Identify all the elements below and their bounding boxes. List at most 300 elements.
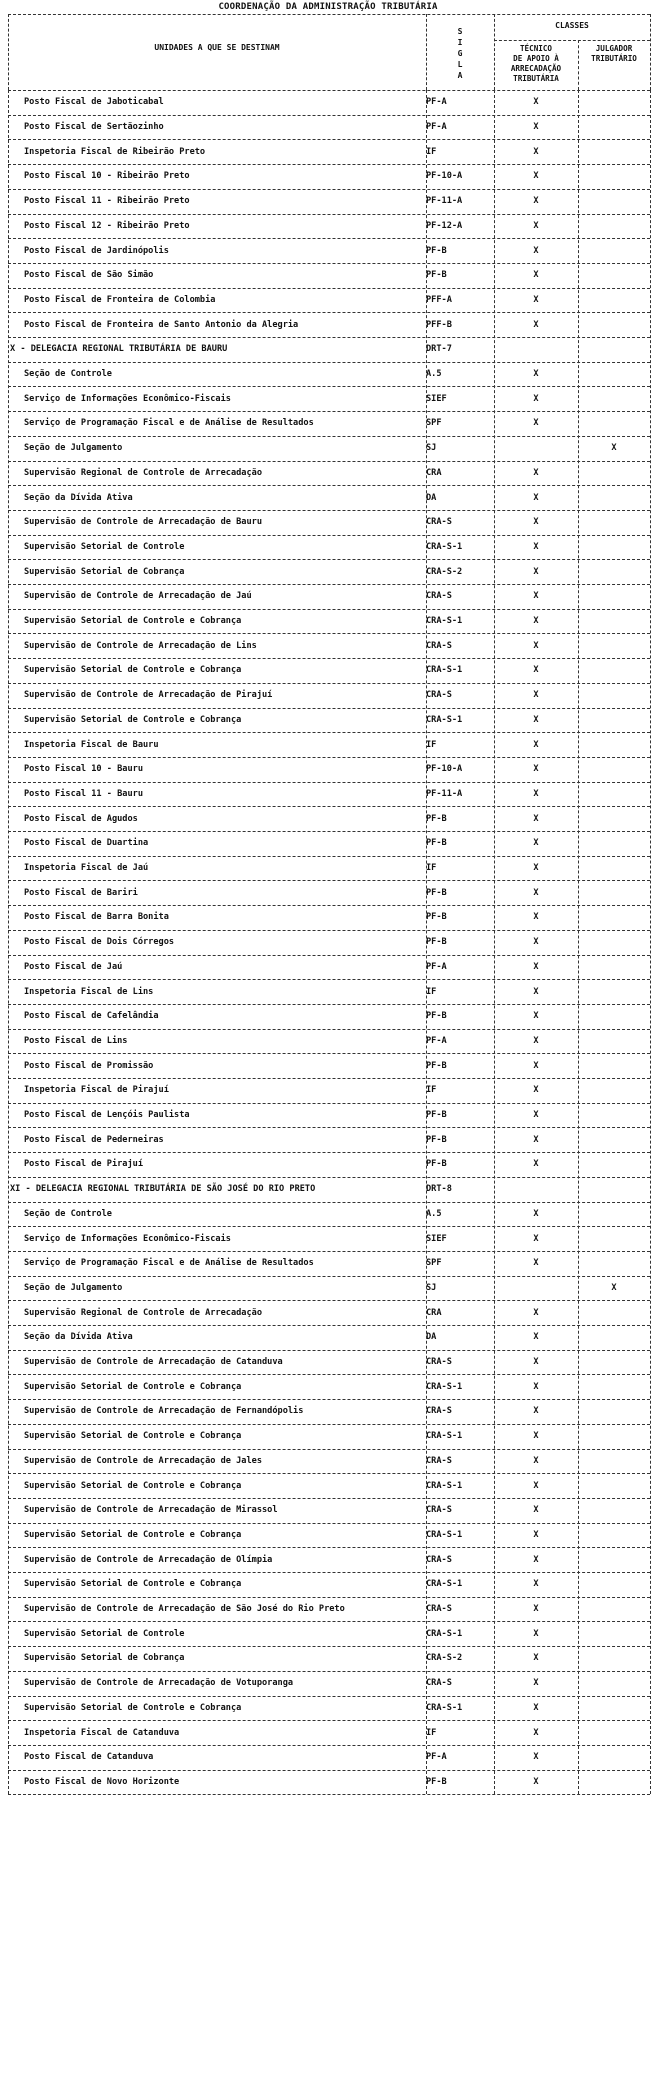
sigla-cell: PF-10-A <box>426 764 463 775</box>
julgador-mark <box>578 1671 650 1696</box>
unit-cell: Posto Fiscal de Duartina <box>24 838 149 849</box>
tecnico-mark: X <box>533 1455 539 1466</box>
table-row <box>0 1671 656 1696</box>
julgador-mark <box>578 1127 650 1152</box>
tecnico-mark: X <box>533 863 539 874</box>
table-row <box>0 164 656 189</box>
unit-cell: Posto Fiscal de Novo Horizonte <box>24 1776 180 1787</box>
unit-cell: Supervisão de Controle de Arrecadação de Mirassol <box>24 1505 278 1516</box>
unit-cell: Seção da Dívida Ativa <box>24 1332 133 1343</box>
table-row <box>0 1152 656 1177</box>
tecnico-mark: X <box>533 937 539 948</box>
sigla-cell: CRA-S-2 <box>426 1653 463 1664</box>
row-rule <box>8 1794 650 1795</box>
tecnico-mark: X <box>533 961 539 972</box>
table-row <box>0 806 656 831</box>
table-row <box>0 189 656 214</box>
tecnico-mark: X <box>533 788 539 799</box>
tecnico-mark: X <box>533 1529 539 1540</box>
sigla-cell: IF <box>426 986 437 997</box>
sigla-cell: SJ <box>426 1282 437 1293</box>
table-row <box>0 1745 656 1770</box>
unit-cell: Posto Fiscal de Fronteira de Colombia <box>24 294 216 305</box>
sigla-cell: CRA-S-1 <box>426 1431 463 1442</box>
tecnico-mark: X <box>533 1678 539 1689</box>
tecnico-mark: X <box>533 1060 539 1071</box>
sigla-cell: PF-A <box>426 1752 447 1763</box>
unit-cell: Posto Fiscal de Agudos <box>24 813 138 824</box>
sigla-cell: PF-A <box>426 97 447 108</box>
unit-cell: Inspetoria Fiscal de Lins <box>24 986 154 997</box>
unit-cell: Posto Fiscal de Bariri <box>24 887 138 898</box>
sigla-cell: PFF-B <box>426 319 452 330</box>
table-row <box>0 1621 656 1646</box>
column-classes-rule <box>578 90 579 1794</box>
julgador-mark <box>578 288 650 313</box>
sigla-cell: SPF <box>426 1258 442 1269</box>
sigla-cell: PF-B <box>426 1159 447 1170</box>
table-row <box>0 1572 656 1597</box>
unit-cell: Posto Fiscal de Dois Córregos <box>24 937 175 948</box>
sigla-cell: IF <box>426 146 437 157</box>
sigla-cell: PF-B <box>426 813 447 824</box>
julgador-mark <box>578 1078 650 1103</box>
sigla-cell: CRA-S-1 <box>426 1628 463 1639</box>
sigla-cell: CRA-S-1 <box>426 1529 463 1540</box>
sigla-cell: CRA-S <box>426 517 452 528</box>
unit-cell: Supervisão Setorial de Cobrança <box>24 1653 185 1664</box>
table-row <box>0 115 656 140</box>
table-row <box>0 979 656 1004</box>
tecnico-mark: X <box>533 764 539 775</box>
unit-cell: Posto Fiscal de Barra Bonita <box>24 912 169 923</box>
table-row <box>0 856 656 881</box>
unit-cell: Posto Fiscal de Fronteira de Santo Antonio da Alegria <box>24 319 299 330</box>
unit-cell: Posto Fiscal de Pederneiras <box>24 1134 164 1145</box>
tecnico-mark <box>494 337 578 362</box>
tecnico-mark: X <box>533 1085 539 1096</box>
sigla-cell: CRA-S <box>426 1357 452 1368</box>
table-row <box>0 782 656 807</box>
julgador-mark <box>578 1473 650 1498</box>
unit-cell: Supervisão Setorial de Controle e Cobrança <box>24 1381 242 1392</box>
sigla-cell: PF-B <box>426 1110 447 1121</box>
tecnico-mark: X <box>533 665 539 676</box>
tecnico-mark: X <box>533 1134 539 1145</box>
column-left-rule <box>8 90 9 1794</box>
table-row <box>0 1078 656 1103</box>
table-row <box>0 683 656 708</box>
tecnico-mark: X <box>533 1332 539 1343</box>
sigla-cell: PF-B <box>426 1134 447 1145</box>
table-row <box>0 1597 656 1622</box>
sigla-cell: CRA-S-2 <box>426 566 463 577</box>
tecnico-mark: X <box>533 1752 539 1763</box>
unit-cell: Supervisão de Controle de Arrecadação de São José do Rio Preto <box>24 1604 345 1615</box>
column-sigla-rule <box>494 90 495 1794</box>
julgador-mark <box>578 683 650 708</box>
table-row <box>0 510 656 535</box>
sigla-cell: PF-B <box>426 1060 447 1071</box>
unit-cell: Seção de Julgamento <box>24 443 123 454</box>
julgador-mark <box>578 880 650 905</box>
unit-cell: Inspetoria Fiscal de Pirajuí <box>24 1085 169 1096</box>
julgador-mark <box>578 1424 650 1449</box>
tecnico-mark: X <box>533 196 539 207</box>
unit-cell: Posto Fiscal de Cafelândia <box>24 1011 159 1022</box>
tecnico-mark: X <box>533 1480 539 1491</box>
header-unidades: UNIDADES A QUE SE DESTINAM <box>154 43 280 52</box>
sigla-cell: CRA <box>426 1307 442 1318</box>
sigla-cell: DA <box>426 1332 437 1343</box>
unit-cell: Posto Fiscal 12 - Ribeirão Preto <box>24 220 190 231</box>
sigla-cell: PF-A <box>426 961 447 972</box>
tecnico-mark: X <box>533 319 539 330</box>
julgador-mark <box>578 559 650 584</box>
unit-cell: Inspetoria Fiscal de Catanduva <box>24 1727 180 1738</box>
tecnico-mark: X <box>533 97 539 108</box>
tecnico-mark: X <box>533 1776 539 1787</box>
julgador-mark <box>578 1770 650 1795</box>
julgador-mark <box>578 1696 650 1721</box>
tecnico-mark: X <box>533 887 539 898</box>
unit-cell: Supervisão Setorial de Controle <box>24 541 185 552</box>
table-row <box>0 1696 656 1721</box>
tecnico-mark: X <box>533 1307 539 1318</box>
sigla-cell: PF-A <box>426 1035 447 1046</box>
unit-cell: Serviço de Informações Econômico-Fiscais <box>24 1233 231 1244</box>
julgador-mark: X <box>611 1282 617 1293</box>
unit-cell: Supervisão de Controle de Arrecadação de Lins <box>24 640 257 651</box>
table-row <box>0 436 656 461</box>
table-row <box>0 1473 656 1498</box>
unit-cell: Serviço de Informações Econômico-Fiscais <box>24 393 231 404</box>
table-row <box>0 1350 656 1375</box>
tecnico-mark: X <box>533 1653 539 1664</box>
table-row <box>0 288 656 313</box>
tecnico-mark: X <box>533 1702 539 1713</box>
table-row <box>0 411 656 436</box>
julgador-mark <box>578 411 650 436</box>
unit-cell: Posto Fiscal de Jaboticabal <box>24 97 164 108</box>
table-row <box>0 263 656 288</box>
table-row <box>0 386 656 411</box>
julgador-mark <box>578 1572 650 1597</box>
table-row <box>0 90 656 115</box>
julgador-mark <box>578 658 650 683</box>
table-row <box>0 1251 656 1276</box>
unit-cell: Supervisão de Controle de Arrecadação de Bauru <box>24 517 262 528</box>
unit-cell: Inspetoria Fiscal de Jaú <box>24 863 149 874</box>
table-row <box>0 930 656 955</box>
unit-cell: Supervisão Setorial de Controle e Cobrança <box>24 1480 242 1491</box>
julgador-mark <box>578 164 650 189</box>
table-row <box>0 1202 656 1227</box>
unit-cell: Supervisão Setorial de Controle <box>24 1628 185 1639</box>
sigla-cell: CRA-S <box>426 1678 452 1689</box>
julgador-mark <box>578 782 650 807</box>
unit-cell: Posto Fiscal de Pirajuí <box>24 1159 143 1170</box>
sigla-cell: SJ <box>426 443 437 454</box>
unit-cell: Posto Fiscal de São Simão <box>24 270 154 281</box>
table-row <box>0 1770 656 1795</box>
julgador-mark <box>578 708 650 733</box>
julgador-mark <box>578 1350 650 1375</box>
tecnico-mark: X <box>533 1011 539 1022</box>
unit-cell: Supervisão de Controle de Arrecadação de Votuporanga <box>24 1678 294 1689</box>
sigla-cell: PF-12-A <box>426 220 463 231</box>
table-row <box>0 1449 656 1474</box>
table-row <box>0 1325 656 1350</box>
tecnico-mark: X <box>533 393 539 404</box>
tecnico-mark: X <box>533 616 539 627</box>
tecnico-mark: X <box>533 146 539 157</box>
julgador-mark <box>578 510 650 535</box>
unit-cell: Posto Fiscal de Jaú <box>24 961 123 972</box>
table-row <box>0 559 656 584</box>
unit-cell: Supervisão Setorial de Cobrança <box>24 566 185 577</box>
tecnico-mark: X <box>533 418 539 429</box>
julgador-mark <box>578 1325 650 1350</box>
julgador-mark <box>578 461 650 486</box>
julgador-mark <box>578 312 650 337</box>
document-title: COORDENAÇÃO DA ADMINISTRAÇÃO TRIBUTÁRIA <box>218 2 438 12</box>
julgador-mark <box>578 1597 650 1622</box>
tecnico-mark: X <box>533 1258 539 1269</box>
julgador-mark <box>578 337 650 362</box>
julgador-mark <box>578 1399 650 1424</box>
julgador-mark <box>578 362 650 387</box>
tecnico-mark: X <box>533 1727 539 1738</box>
julgador-mark <box>578 1152 650 1177</box>
tecnico-mark: X <box>533 1381 539 1392</box>
sigla-cell: CRA-S-1 <box>426 1702 463 1713</box>
table-row <box>0 535 656 560</box>
unit-cell: Posto Fiscal de Jardinópolis <box>24 245 169 256</box>
unit-cell: Supervisão de Controle de Arrecadação de Catanduva <box>24 1357 283 1368</box>
sigla-cell: IF <box>426 863 437 874</box>
sigla-cell: IF <box>426 1727 437 1738</box>
unit-cell: Posto Fiscal 10 - Bauru <box>24 764 143 775</box>
julgador-mark <box>578 1646 650 1671</box>
unit-cell: Supervisão de Controle de Arrecadação de Jales <box>24 1455 262 1466</box>
unit-cell: Seção de Controle <box>24 1208 112 1219</box>
julgador-mark <box>578 633 650 658</box>
unit-cell: Supervisão Setorial de Controle e Cobrança <box>24 1579 242 1590</box>
unit-cell: Supervisão de Controle de Arrecadação de Olímpia <box>24 1554 273 1565</box>
tecnico-mark: X <box>533 1208 539 1219</box>
sigla-cell: PF-A <box>426 122 447 133</box>
table-row <box>0 139 656 164</box>
sigla-cell: CRA-S <box>426 1554 452 1565</box>
table-row <box>0 1646 656 1671</box>
julgador-mark <box>578 955 650 980</box>
table-row <box>0 485 656 510</box>
sigla-cell: PF-B <box>426 245 447 256</box>
sigla-cell: PF-B <box>426 838 447 849</box>
tecnico-mark: X <box>533 369 539 380</box>
julgador-mark <box>578 806 650 831</box>
table-row <box>0 1004 656 1029</box>
unit-cell: Seção de Controle <box>24 369 112 380</box>
julgador-mark <box>578 115 650 140</box>
tecnico-mark: X <box>533 1110 539 1121</box>
tecnico-mark <box>494 1177 578 1202</box>
sigla-cell: CRA-S-1 <box>426 541 463 552</box>
unit-cell: Supervisão de Controle de Arrecadação de Fernandópolis <box>24 1406 304 1417</box>
sigla-cell: IF <box>426 1085 437 1096</box>
sigla-cell: SPF <box>426 418 442 429</box>
julgador-mark <box>578 1374 650 1399</box>
table-row <box>0 461 656 486</box>
sigla-cell: CRA-S <box>426 640 452 651</box>
table-row <box>0 880 656 905</box>
julgador-mark <box>578 930 650 955</box>
tecnico-mark: X <box>533 986 539 997</box>
unit-cell: Seção da Dívida Ativa <box>24 492 133 503</box>
julgador-mark <box>578 1004 650 1029</box>
tecnico-mark: X <box>533 566 539 577</box>
table-row <box>0 633 656 658</box>
unit-cell: Supervisão de Controle de Arrecadação de Jaú <box>24 591 252 602</box>
table-row <box>0 905 656 930</box>
section-row <box>0 1177 656 1202</box>
tecnico-mark: X <box>533 122 539 133</box>
table-row <box>0 1127 656 1152</box>
unit-cell: Inspetoria Fiscal de Bauru <box>24 739 159 750</box>
sigla-cell: DRT-8 <box>426 1184 452 1195</box>
julgador-mark <box>578 485 650 510</box>
julgador-mark <box>578 757 650 782</box>
sigla-cell: CRA-S-1 <box>426 1480 463 1491</box>
table-row <box>0 1523 656 1548</box>
tecnico-mark: X <box>533 640 539 651</box>
tecnico-mark: X <box>533 813 539 824</box>
julgador-mark <box>578 1251 650 1276</box>
unit-cell: X - DELEGACIA REGIONAL TRIBUTÁRIA DE BAURU <box>10 344 228 355</box>
sigla-cell: CRA-S <box>426 1406 452 1417</box>
julgador-mark <box>578 1177 650 1202</box>
table-row <box>0 1226 656 1251</box>
table-row <box>0 1374 656 1399</box>
unit-cell: Posto Fiscal de Catanduva <box>24 1752 154 1763</box>
unit-cell: Seção de Julgamento <box>24 1282 123 1293</box>
unit-cell: Inspetoria Fiscal de Ribeirão Preto <box>24 146 206 157</box>
tecnico-mark: X <box>533 1406 539 1417</box>
julgador-mark <box>578 214 650 239</box>
unit-cell: Supervisão Setorial de Controle e Cobrança <box>24 1702 242 1713</box>
sigla-cell: CRA-S-1 <box>426 616 463 627</box>
sigla-cell: DRT-7 <box>426 344 452 355</box>
sigla-cell: CRA-S-1 <box>426 1381 463 1392</box>
julgador-mark <box>578 1498 650 1523</box>
tecnico-mark: X <box>533 541 539 552</box>
julgador-mark <box>578 139 650 164</box>
tecnico-mark: X <box>533 1554 539 1565</box>
julgador-mark <box>578 1449 650 1474</box>
tecnico-mark: X <box>533 517 539 528</box>
sigla-cell: PF-10-A <box>426 171 463 182</box>
julgador-mark <box>578 1053 650 1078</box>
tecnico-mark: X <box>533 912 539 923</box>
unit-cell: Serviço de Programação Fiscal e de Análise de Resultados <box>24 1258 314 1269</box>
table-row <box>0 362 656 387</box>
table-row <box>0 1547 656 1572</box>
header-julgador: JULGADOR TRIBUTÁRIO <box>591 44 637 63</box>
tecnico-mark: X <box>533 245 539 256</box>
julgador-mark <box>578 1300 650 1325</box>
julgador-mark <box>578 609 650 634</box>
sigla-cell: PFF-A <box>426 294 452 305</box>
sigla-cell: PF-11-A <box>426 196 463 207</box>
sigla-cell: PF-B <box>426 912 447 923</box>
sigla-cell: PF-B <box>426 937 447 948</box>
julgador-mark <box>578 584 650 609</box>
tecnico-mark: X <box>533 294 539 305</box>
tecnico-mark: X <box>533 591 539 602</box>
julgador-mark <box>578 905 650 930</box>
sigla-cell: CRA-S-1 <box>426 665 463 676</box>
table-row <box>0 214 656 239</box>
tecnico-mark: X <box>533 171 539 182</box>
tecnico-mark: X <box>533 1628 539 1639</box>
column-unit-rule <box>426 90 427 1794</box>
julgador-mark <box>578 1226 650 1251</box>
unit-cell: Supervisão Regional de Controle de Arrecadação <box>24 1307 262 1318</box>
unit-cell: Posto Fiscal de Sertãozinho <box>24 122 164 133</box>
tecnico-mark <box>494 436 578 461</box>
julgador-mark <box>578 979 650 1004</box>
classes-subrule <box>494 40 650 41</box>
sigla-cell: CRA-S <box>426 690 452 701</box>
sigla-cell: CRA-S <box>426 1505 452 1516</box>
tecnico-mark: X <box>533 1604 539 1615</box>
julgador-mark <box>578 238 650 263</box>
sigla-cell: SIEF <box>426 1233 447 1244</box>
table-row <box>0 238 656 263</box>
tecnico-mark: X <box>533 838 539 849</box>
julgador-mark <box>578 1523 650 1548</box>
table-row <box>0 312 656 337</box>
table-row <box>0 609 656 634</box>
julgador-mark <box>578 386 650 411</box>
tecnico-mark: X <box>533 690 539 701</box>
table-row <box>0 1276 656 1301</box>
sigla-cell: IF <box>426 739 437 750</box>
sigla-cell: PF-B <box>426 887 447 898</box>
unit-cell: Posto Fiscal 10 - Ribeirão Preto <box>24 171 190 182</box>
table-row <box>0 1720 656 1745</box>
julgador-mark <box>578 263 650 288</box>
sigla-cell: PF-B <box>426 1776 447 1787</box>
tecnico-mark: X <box>533 467 539 478</box>
tecnico-mark: X <box>533 714 539 725</box>
tecnico-mark: X <box>533 739 539 750</box>
unit-cell: Supervisão Regional de Controle de Arrecadação <box>24 467 262 478</box>
sigla-cell: A.5 <box>426 369 442 380</box>
tecnico-mark: X <box>533 1035 539 1046</box>
tecnico-mark: X <box>533 492 539 503</box>
julgador-mark: X <box>611 443 617 454</box>
table-row <box>0 1103 656 1128</box>
table-row <box>0 1029 656 1054</box>
tecnico-mark: X <box>533 270 539 281</box>
table-row <box>0 1424 656 1449</box>
table-row <box>0 708 656 733</box>
table-row <box>0 584 656 609</box>
unit-cell: XI - DELEGACIA REGIONAL TRIBUTÁRIA DE SÃO JOSÉ DO RIO PRETO <box>10 1184 316 1195</box>
sigla-cell: CRA-S-1 <box>426 1579 463 1590</box>
